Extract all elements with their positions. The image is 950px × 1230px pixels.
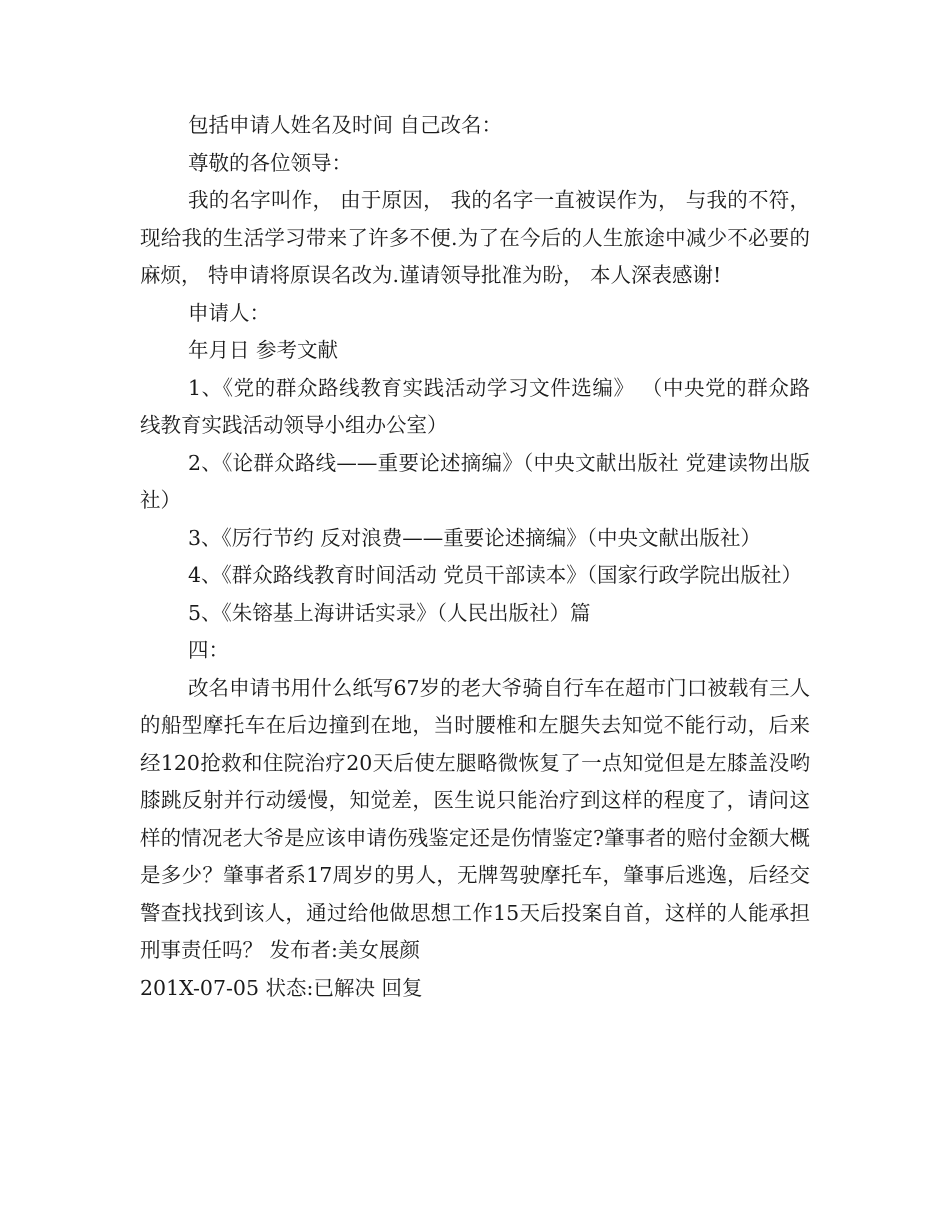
- section-heading-four: 四：: [188, 638, 229, 662]
- reference-item-4: 4、《群众路线教育时间活动 党员干部读本》（国家行政学院出版社）: [188, 563, 803, 587]
- reference-item-3: 3、《厉行节约 反对浪费——重要论述摘编》（中央文献出版社）: [188, 525, 762, 550]
- paragraph-date-references: 年月日 参考文献: [188, 338, 339, 362]
- reference-item-1: 1、《党的群众路线教育实践活动学习文件选编》 （中央党的群众路线教育实践活动领导小组办公室）: [140, 375, 810, 437]
- paragraph-applicant: 申请人：: [188, 300, 270, 325]
- paragraph-status-line: 201X-07-05 状态:已解决 回复: [140, 975, 423, 1000]
- document-body: [140, 107, 810, 1007]
- reference-item-5: 5、《朱镕基上海讲话实录》（人民出版社）篇: [188, 600, 591, 625]
- reference-item-2: 2、《论群众路线——重要论述摘编》（中央文献出版社 党建读物出版社）: [140, 450, 810, 512]
- paragraph-salutation: 尊敬的各位领导：: [188, 150, 352, 175]
- paragraph-request: 我的名字叫作， 由于原因， 我的名字一直被误作为， 与我的不符， 现给我的生活学习带来了许多不便.为了在今后的人生旅途中减少不必要的麻烦， 特申请将原误名改为.谨请领导批准为盼， 本人深表感谢!: [140, 188, 810, 287]
- paragraph-intro: 包括申请人姓名及时间 自己改名：: [188, 113, 503, 137]
- paragraph-question: 改名申请书用什么纸写67岁的老大爷骑自行车在超市门口被载有三人的船型摩托车在后边撞到在地，当时腰椎和左腿失去知觉不能行动，后来经120抢救和住院治疗20天后使左腿略微恢复了一点知觉但是左膝盖没哟膝跳反射并行动缓慢，知觉差，医生说只能治疗到这样的程度了，请问这样的情况老大爷是应该申请伤残鉴定还是伤情鉴定?肇事者的赔付金额大概是多少？肇事者系17周岁的男人，无牌驾驶摩托车，肇事后逃逸，后经交警查找找到该人，通过给他做思想工作15天后投案自首，这样的人能承担刑事责任吗？ 发布者:美女展颜: [140, 675, 810, 962]
